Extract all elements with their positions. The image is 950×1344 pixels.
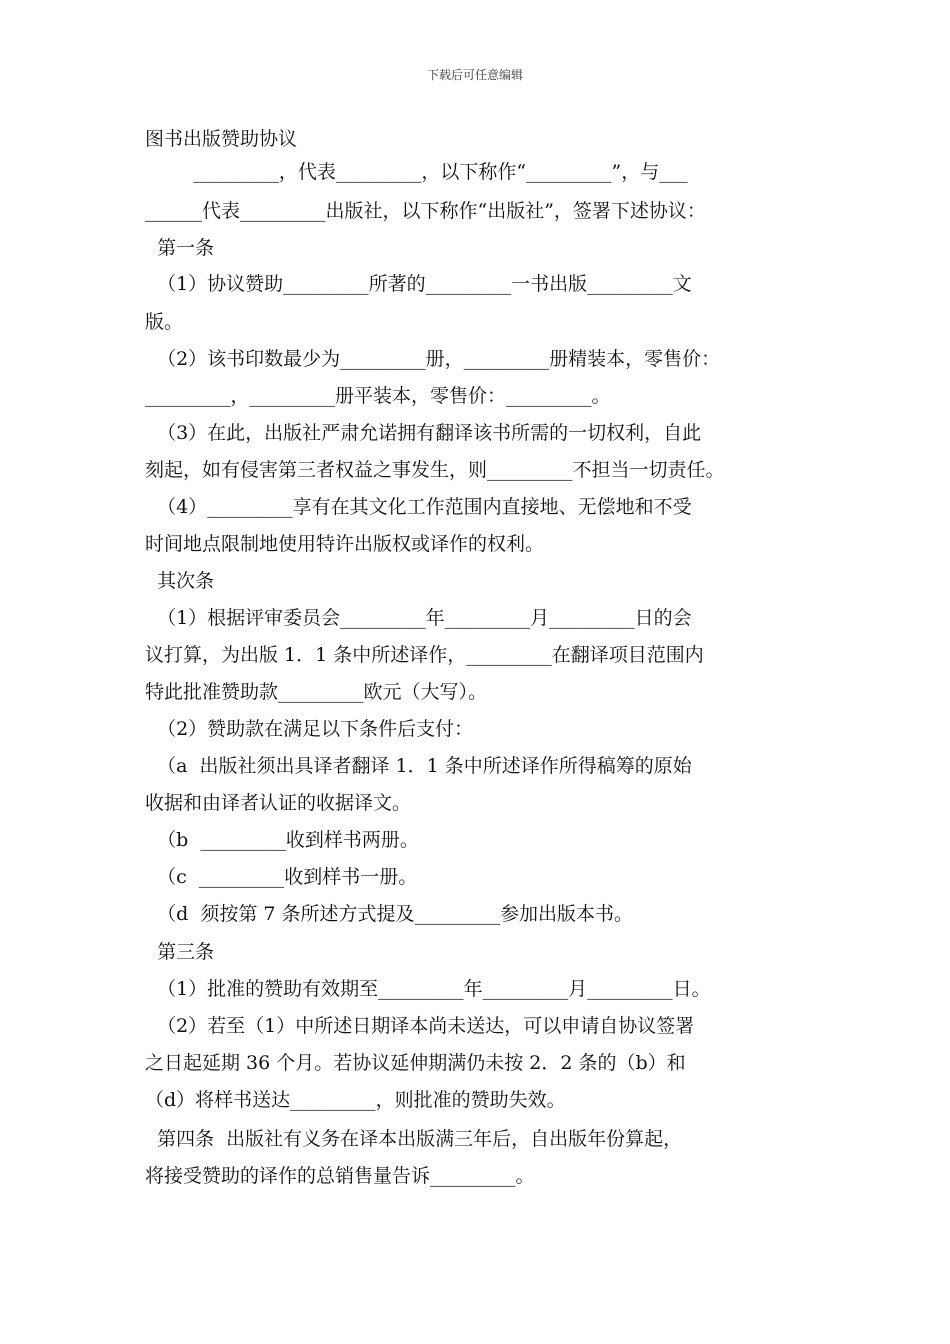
paragraph-line: （1）批准的赞助有效期至_________年_________月_________日。 [145,978,711,1000]
paragraph-line: （d）将样书送达_________，则批准的赞助失效。 [145,1089,566,1111]
paragraph-line: （2）该书印数最少为_________册，_________册精装本，零售价： [145,348,721,370]
paragraph-line: 版。 [145,311,184,333]
paragraph-line: （1）协议赞助_________所著的_________一书出版_________文 [145,273,692,295]
paragraph-line: 议打算，为出版 1．1 条中所述译作，_________在翻译项目范围内 [145,644,704,666]
paragraph-line: 之日起延期 36 个月。若协议延伸期满仍未按 2．2 条的（b）和 [145,1052,686,1074]
paragraph-line: ______代表_________出版社，以下称作“出版社”，签署下述协议： [145,200,706,222]
paragraph-line: （a 出版社须出具译者翻译 1．1 条中所述译作所得稿筹的原始 [145,755,692,777]
section-heading-article-4: 第四条 出版社有义务在译本出版满三年后，自出版年份算起， [145,1128,683,1150]
paragraph-line: （2）若至（1）中所述日期译本尚未送达，可以申请自协议签署 [145,1015,695,1037]
section-heading-article-3: 第三条 [145,941,215,963]
section-heading-article-1: 第一条 [145,237,215,259]
paragraph-line: （b _________收到样书两册。 [145,829,419,851]
paragraph-line: （3）在此，出版社严肃允诺拥有翻译该书所需的一切权利，自此 [145,422,702,444]
paragraph-line: 将接受赞助的译作的总销售量告诉_________。 [145,1165,535,1187]
paragraph-line: （1）根据评审委员会_________年_________月_________日的会 [145,607,692,629]
paragraph-line: _________，_________册平装本，零售价：_________。 [145,385,611,407]
paragraph-line: 收据和由译者认证的收据译文。 [145,792,412,814]
page-header: 下载后可任意编辑 [426,68,523,82]
paragraph-line: （4）_________享有在其文化工作范围内直接地、无偿地和不受 [145,496,692,518]
section-heading-article-2: 其次条 [145,570,215,592]
paragraph-line: 特此批准赞助款_________欧元（大写）。 [145,681,488,703]
paragraph-line: （d 须按第 7 条所述方式提及_________参加出版本书。 [145,903,633,925]
paragraph-line: （2）赞助款在满足以下条件后支付： [145,718,474,740]
document-title: 图书出版赞助协议 [145,128,298,150]
paragraph-line: _________，代表_________，以下称作“_________”，与___ [145,161,688,183]
paragraph-line: 刻起，如有侵害第三者权益之事发生，则_________不担当一切责任。 [145,459,725,481]
paragraph-line: （c _________收到样书一册。 [145,866,418,888]
paragraph-line: 时间地点限制地使用特许出版权或译作的权利。 [145,533,545,555]
